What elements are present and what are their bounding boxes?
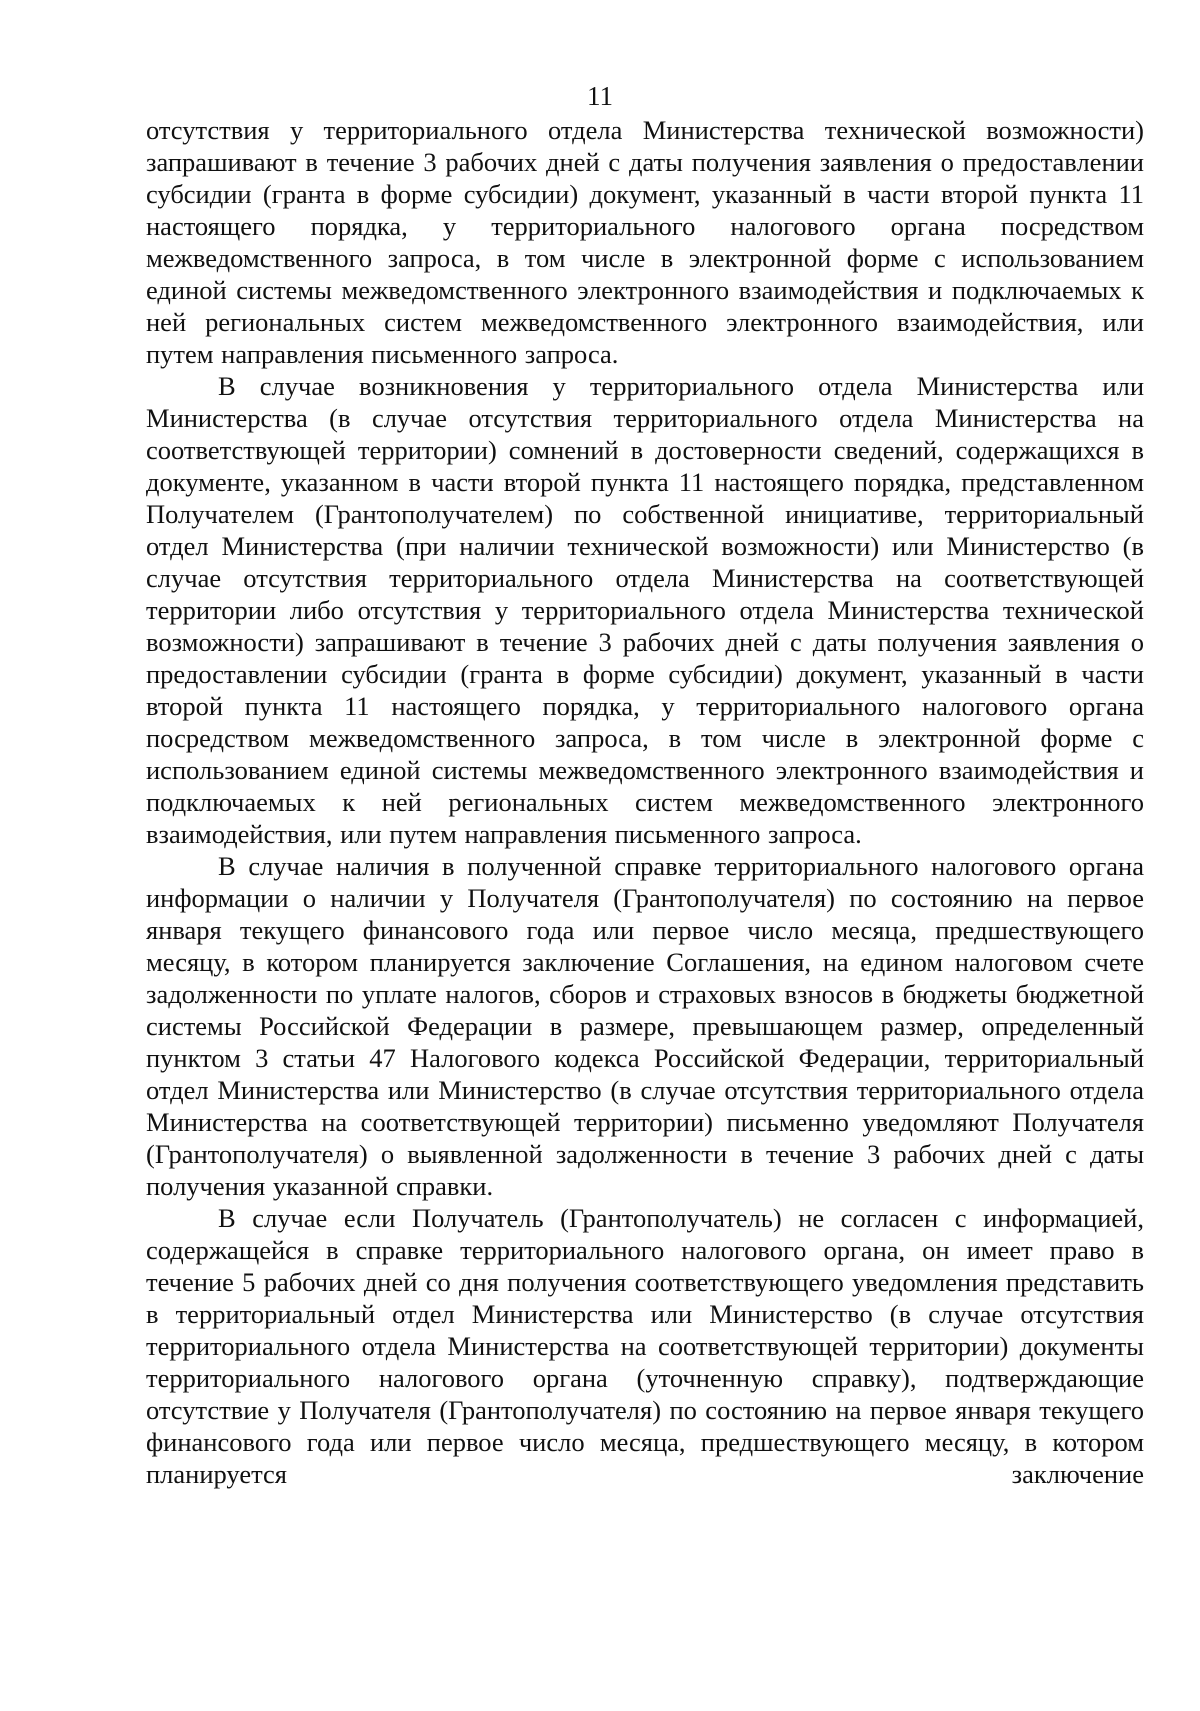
paragraph-2: В случае возникновения у территориального отдела Министерства или Министерства (в случае отсутствия территориального отдела Министерства на соответствующей территории) сомнений в достоверности сведений, содержащихся в документе, указанном в части второй пункта 11 настоящего порядка, представленном Получателем (Грантополучателем) по собственной инициативе, территориальный отдел Министерства (при наличии технической возможности) или Министерство (в случае отсутствия территориального отдела Министерства на соответствующей территории либо отсутствия у территориального отдела Министерства технической возможности) запрашивают в течение 3 рабочих дней с даты получения заявления о предоставлении субсидии (гранта в форме субсидии) документ, указанный в части второй пункта 11 настоящего порядка, у территориального налогового органа посредством межведомственного запроса, в том числе в электронной форме с использованием единой системы межведомственного электронного взаимодействия и подключаемых к ней региональных систем межведомственного электронного взаимодействия, или путем направления письменного запроса. (146, 371, 1144, 849)
paragraph-4: В случае если Получатель (Грантополучатель) не согласен с информацией, содержащейся в справке территориального налогового органа, он имеет право в течение 5 рабочих дней со дня получения соответствующего уведомления представить в территориальный отдел Министерства или Министерство (в случае отсутствия территориального отдела Министерства на соответствующей территории) документы территориального налогового органа (уточненную справку), подтверждающие отсутствие у Получателя (Грантополучателя) по состоянию на первое января текущего финансового года или первое число месяца, предшествующего месяцу, в котором планируется заключение (146, 1203, 1144, 1489)
paragraph-1: отсутствия у территориального отдела Министерства технической возможности) запрашивают в течение 3 рабочих дней с даты получения заявления о предоставлении субсидии (гранта в форме субсидии) документ, указанный в части второй пункта 11 настоящего порядка, у территориального налогового органа посредством межведомственного запроса, в том числе в электронной форме с использованием единой системы межведомственного электронного взаимодействия и подключаемых к ней региональных систем межведомственного электронного взаимодействия, или путем направления письменного запроса. (146, 115, 1144, 369)
document-body (146, 114, 1144, 1490)
page-number: 11 (587, 81, 613, 111)
paragraph-3: В случае наличия в полученной справке территориального налогового органа информации о наличии у Получателя (Грантополучателя) по состоянию на первое января текущего финансового года или первое число месяца, предшествующего месяцу, в котором планируется заключение Соглашения, на едином налоговом счете задолженности по уплате налогов, сборов и страховых взносов в бюджеты бюджетной системы Российской Федерации в размере, превышающем размер, определенный пунктом 3 статьи 47 Налогового кодекса Российской Федерации, территориальный отдел Министерства или Министерство (в случае отсутствия территориального отдела Министерства на соответствующей территории) письменно уведомляют Получателя (Грантополучателя) о выявленной задолженности в течение 3 рабочих дней с даты получения указанной справки. (146, 851, 1144, 1201)
